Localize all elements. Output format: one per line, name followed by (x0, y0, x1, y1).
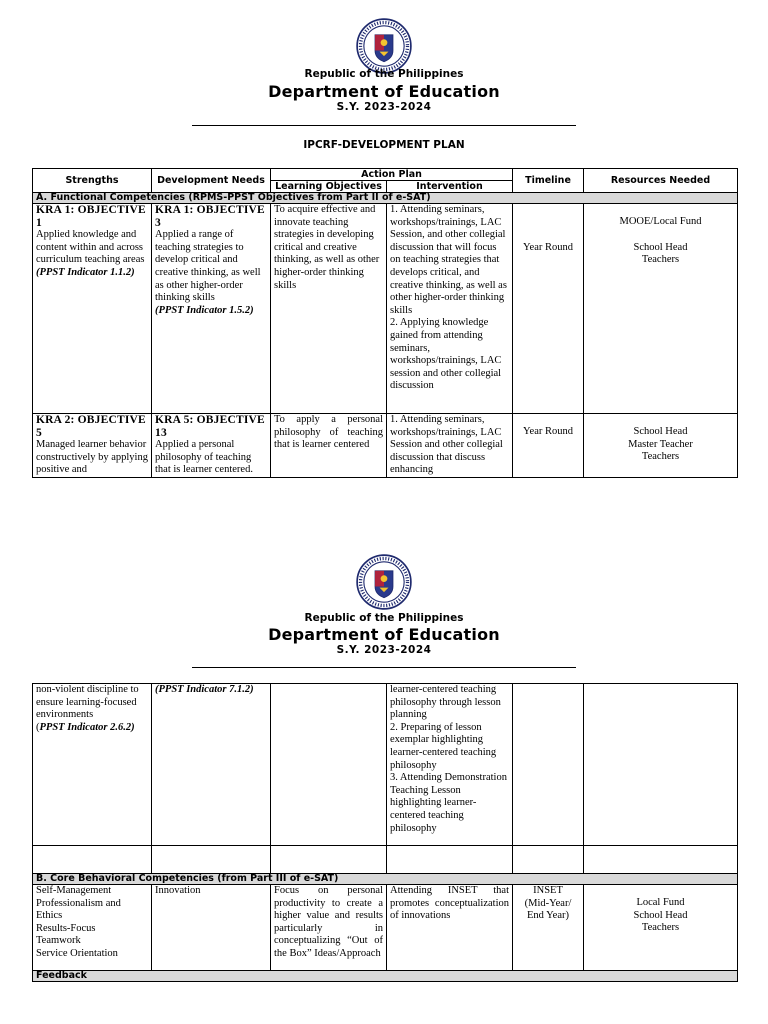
row1-strength-kra: KRA 1: OBJECTIVE 1 (36, 204, 146, 229)
row3-timeline-2: (Mid-Year/ (524, 897, 572, 909)
blank-cell (33, 846, 152, 874)
row1-development-need (152, 204, 271, 414)
section-b-label: B. Core Behavioral Competencies (from Part III of e-SAT) (33, 874, 738, 885)
row1-need-text: Applied a range of teaching strategies to develop critical and creative thinking, as well as other higher-order thinking skills (155, 229, 261, 304)
row2-intervention-part1: 1. Attending seminars, workshops/trainings, LAC Session and other collegial discussion that discuss enhancing (387, 414, 513, 478)
row2-strength-kra: KRA 2: OBJECTIVE 5 (36, 414, 146, 439)
header-strengths: Strengths (33, 169, 152, 193)
row1-resource-1: MOOE/Local Fund (619, 216, 702, 227)
blank-cell (152, 846, 271, 874)
row2-resource-3: Teachers (641, 451, 680, 463)
department-title: Department of Education (268, 82, 500, 101)
row1-resources (584, 204, 738, 414)
row2-strength (33, 414, 152, 478)
row3-strength-5: Service Orientation (36, 947, 118, 959)
row3-resource-3: Teachers (641, 922, 680, 934)
row1-resource-3: Teachers (641, 254, 680, 266)
row2-learning-objective-continued (271, 684, 387, 846)
row2-strength-indicator-open: ( (36, 721, 40, 733)
row1-intervention-2: 2. Applying knowledge gained from attending seminars, workshops/trainings, LAC session and other collegial discussion (390, 317, 502, 392)
row2-resources (584, 414, 738, 478)
row2-intervention-3: 3. Attending Demonstration Teaching Lesson highlighting learner-centered teaching philosophy (390, 772, 507, 834)
row2-timeline-continued (513, 684, 584, 846)
row2-strength-text-part2: non-violent discipline to ensure learning-focused environments (36, 684, 139, 721)
republic-label: Republic of the Philippines (304, 68, 464, 80)
page-2 (0, 543, 768, 1003)
row2-strength-indicator-text: PPST Indicator 2.6.2) (39, 721, 135, 733)
row2-learning-objective: To apply a personal philosophy of teaching that is learner centered (271, 414, 387, 478)
section-a-label: A. Functional Competencies (RPMS-PPST Objectives from Part II of e-SAT) (33, 193, 738, 204)
row3-strength-4: Teamwork (36, 935, 81, 947)
row2-development-need (152, 414, 271, 478)
row3-strengths (33, 885, 152, 971)
row3-resources (584, 885, 738, 971)
row2-intervention-1-part2: learner-centered teaching philosophy through lesson planning (390, 684, 501, 721)
row3-timeline-1: INSET (533, 885, 563, 896)
row2-resource-2: Master Teacher (628, 438, 693, 450)
feedback-label: Feedback (33, 971, 738, 982)
school-year: S.Y. 2023-2024 (336, 644, 432, 656)
row1-timeline: Year Round (513, 204, 584, 414)
header-learning-objectives: Learning Objectives (271, 181, 387, 193)
row2-intervention-continued (387, 684, 513, 846)
row1-resource-2: School Head (633, 241, 688, 253)
school-year: S.Y. 2023-2024 (336, 101, 432, 113)
blank-cell (387, 846, 513, 874)
row2-strength-text-part1: Managed learner behavior constructively by applying positive and (36, 439, 148, 476)
development-plan-table-continued (32, 683, 738, 982)
deped-seal-icon (356, 554, 412, 610)
blank-cell (584, 846, 738, 874)
blank-cell (513, 846, 584, 874)
row3-resource-2: School Head (633, 909, 688, 921)
row2-strength-indicator (36, 722, 148, 735)
row2-strength-continued (33, 684, 152, 846)
row1-strength (33, 204, 152, 414)
row3-learning-objective: Focus on personal productivity to create a higher value and results particularly in conceptualizing “Out of the Box” Ideas/Approach (271, 885, 387, 971)
deped-seal-icon (356, 18, 412, 74)
row2-resource-1: School Head (633, 426, 688, 437)
header-action-plan: Action Plan (271, 169, 513, 181)
row1-need-indicator: (PPST Indicator 1.5.2) (155, 304, 254, 316)
page-1 (0, 0, 768, 490)
row1-strength-indicator: (PPST Indicator 1.1.2) (36, 266, 135, 278)
row2-need-kra: KRA 5: OBJECTIVE 13 (155, 414, 265, 439)
row1-learning-objective: To acquire effective and innovate teaching strategies in developing critical and creative thinking, as well as other higher-order thinking skills (271, 204, 387, 414)
row1-need-kra: KRA 1: OBJECTIVE 3 (155, 204, 265, 229)
blank-cell (271, 846, 387, 874)
row3-timeline (513, 885, 584, 971)
row2-resources-continued (584, 684, 738, 846)
row3-timeline-3: End Year) (527, 910, 569, 922)
row2-need-text: Applied a personal philosophy of teaching that is learner centered. (155, 439, 253, 476)
development-plan-table (32, 168, 738, 478)
row2-need-indicator: (PPST Indicator 7.1.2) (155, 684, 254, 695)
row3-intervention: Attending INSET that promotes conceptualization of innovations (387, 885, 513, 971)
department-title: Department of Education (268, 625, 500, 644)
header-development-needs: Development Needs (152, 169, 271, 193)
header-intervention: Intervention (387, 181, 513, 193)
row3-strength-2: Professionalism and Ethics (36, 897, 121, 922)
row1-intervention-1: 1. Attending seminars, workshops/trainings, LAC Session, and other collegial discussion that will focus on teaching strategies that develops critical, and creative thinking, as well as other higher-order thinking skills (390, 204, 507, 316)
row3-development-need: Innovation (152, 885, 271, 971)
row3-resource-1: Local Fund (636, 897, 685, 908)
header-divider (192, 125, 576, 126)
row2-development-need-continued (152, 684, 271, 846)
header-timeline: Timeline (513, 169, 584, 193)
row1-strength-text: Applied knowledge and content within and across curriculum teaching areas (36, 229, 145, 266)
row1-intervention (387, 204, 513, 414)
row3-strength-1: Self-Management (36, 885, 112, 896)
row2-intervention-2: 2. Preparing of lesson exemplar highlighting learner-centered teaching philosophy (390, 721, 497, 771)
row3-strength-3: Results-Focus (36, 922, 96, 934)
row2-timeline: Year Round (513, 414, 584, 478)
header-resources-needed: Resources Needed (584, 169, 738, 193)
header-divider (192, 667, 576, 668)
plan-title: IPCRF-DEVELOPMENT PLAN (303, 139, 465, 151)
republic-label: Republic of the Philippines (304, 612, 464, 624)
